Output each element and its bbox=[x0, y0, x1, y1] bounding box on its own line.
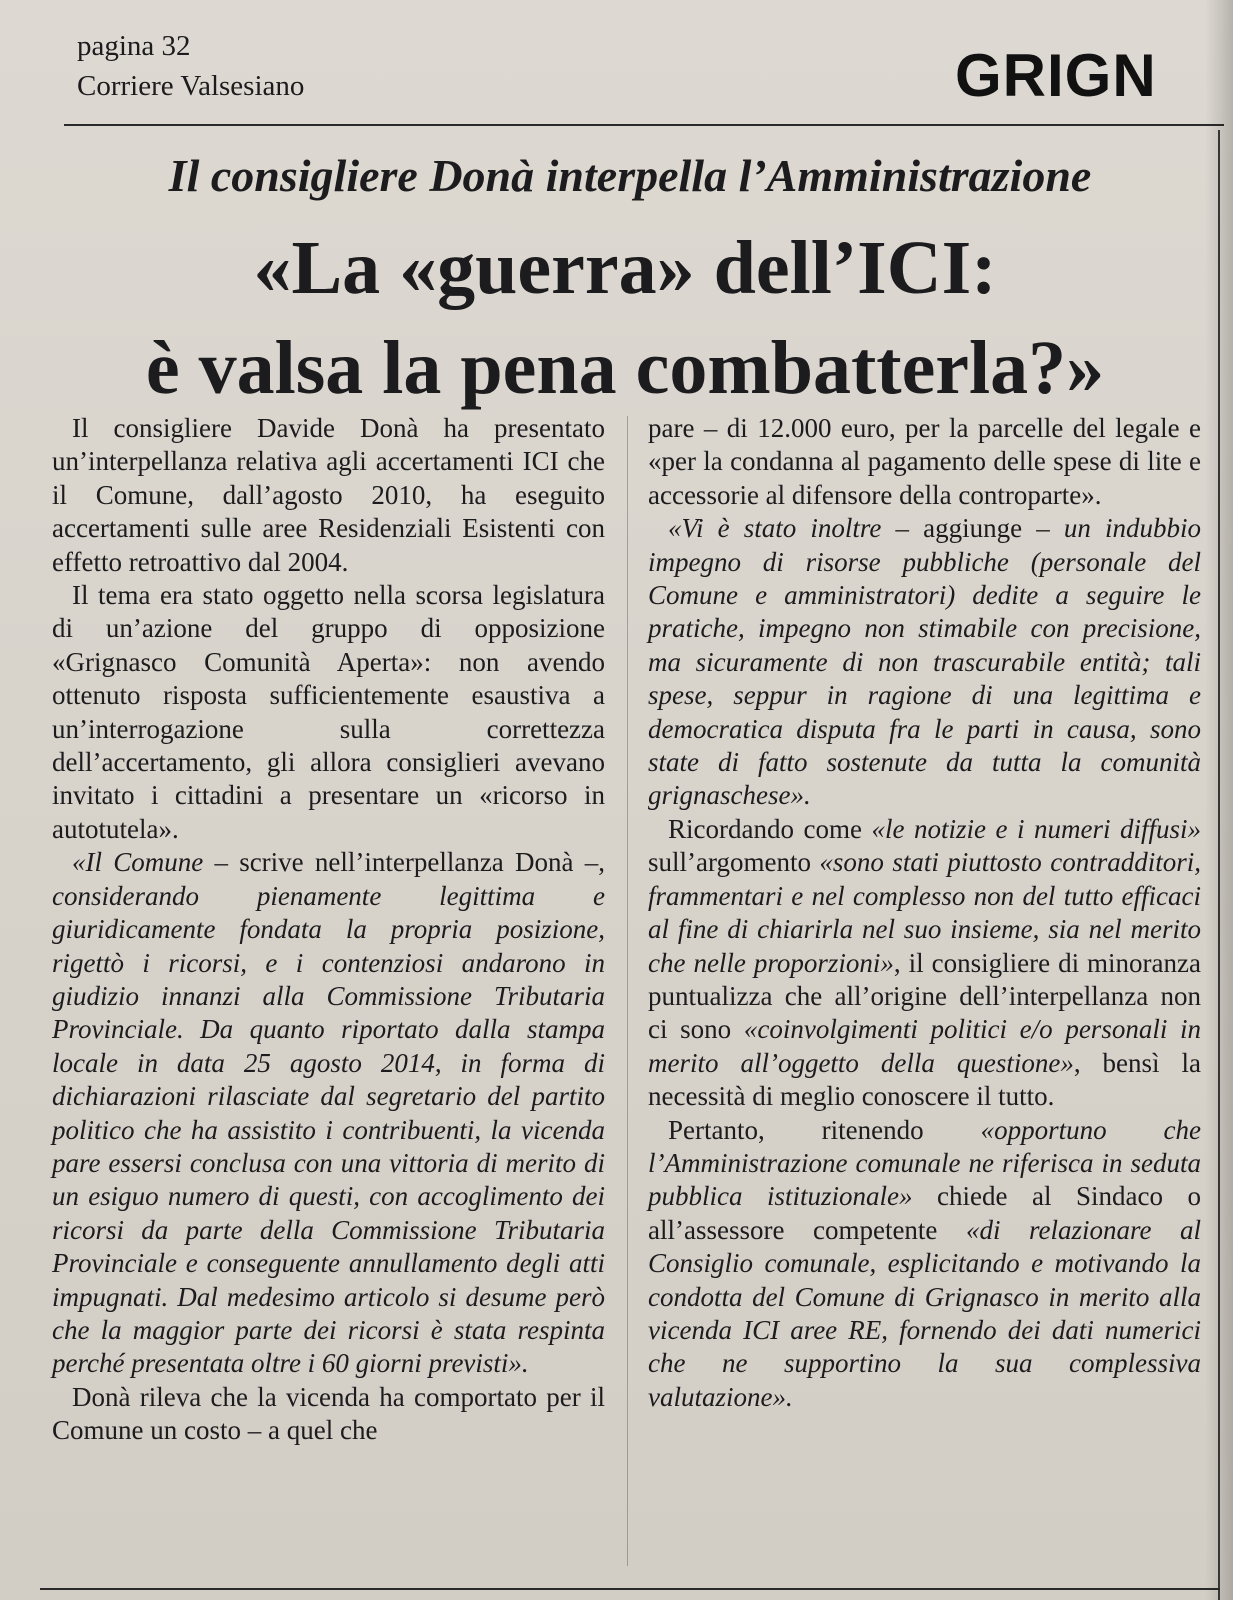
quote-text: «Vi è stato inoltre bbox=[668, 513, 882, 544]
column-divider bbox=[627, 416, 628, 1566]
quote-text: «le notizie e i numeri diffusi» bbox=[871, 813, 1201, 844]
quote-text: «Il Comune bbox=[72, 847, 204, 878]
paragraph: pare – di 12.000 euro, per la parcelle del legale e «per la condanna al pagamento delle spese di lite e accessorie al difensore della controparte». bbox=[648, 413, 1201, 510]
paragraph: Il tema era stato oggetto nella scorsa legislatura di un’azione del gruppo di opposizione «Grignasco Comunità Aperta»: non avendo ottenuto risposta sufficientemente esaustiva a un’interrogazione sulla correttezza dell’accertamento, gli allora consiglieri avevano invitato i cittadini a presentare un «ricorso in autotutela». bbox=[52, 580, 605, 844]
left-column bbox=[52, 412, 605, 1448]
page-header bbox=[0, 0, 1233, 128]
headline-line-1: «La «guerra» dell’ICI: bbox=[253, 226, 997, 310]
page-number: pagina 32 bbox=[77, 30, 191, 62]
body-text: , il consigliere di minoranza puntualizza che all’origine dell’interpellanza non ci sono bbox=[648, 947, 1201, 1045]
section-name: GRIGN bbox=[955, 42, 1157, 109]
body-text: chiede al Sindaco o all’assessore competente bbox=[648, 1181, 1201, 1245]
article-headline bbox=[40, 218, 1210, 418]
quote-text: un indubbio impegno di risorse pubbliche (personale del Comune e amministratori) dedite a seguire le pratiche, impegno non stimabile con precisione, ma sicuramente di non trascurabile entità; tali spese, seppur in ragione di una legittima e democratica disputa fra le parti in causa, sono state di fatto sostenute da tutta la comunità grignaschese». bbox=[648, 513, 1201, 811]
paragraph: Il consigliere Davide Donà ha presentato un’interpellanza relativa agli accertamenti ICI che il Comune, dall’agosto 2010, ha eseguito accertamenti sulle aree Residenziali Esistenti con effetto retroattivo dal 2004. bbox=[52, 413, 605, 577]
attribution-text: – aggiunge – bbox=[881, 513, 1064, 544]
body-text: Pertanto, ritenendo bbox=[668, 1114, 981, 1145]
paragraph-quote bbox=[648, 512, 1201, 813]
attribution-text: – scrive nell’interpellanza Donà –, bbox=[203, 847, 605, 878]
quote-text: «coinvolgimenti politici e/o personali in merito all’oggetto della questione» bbox=[648, 1014, 1202, 1078]
quote-text: «di relazionare al Consiglio comunale, esplicitando e motivando la condotta del Comune di Grignasco in merito alla vicenda ICI aree RE, fornendo dei dati numerici che ne supportino la sua complessiva valutazione». bbox=[648, 1214, 1201, 1412]
quote-text: considerando pienamente legittima e giuridicamente fondata la propria posizione, rigettò i ricorsi, e i contenziosi andarono in giudizio innanzi alla Commissione Tributaria Provinciale. Da quanto riportato dalla stampa locale in data 25 agosto 2014, in forma di dichiarazioni rilasciate dal segretario del partito politico che ha assistito i contribuenti, la vicenda pare essersi conclusa con una vittoria di merito di un esiguo numero di questi, con accoglimento dei ricorsi da parte della Commissione Tributaria Provinciale e conseguente annullamento degli atti impugnati. Dal medesimo articolo si desume però che la maggior parte dei ricorsi è stata respinta perché presentata oltre i 60 giorni previsti». bbox=[52, 880, 605, 1379]
headline-line-2: è valsa la pena combatterla?» bbox=[145, 326, 1105, 410]
paragraph bbox=[648, 813, 1201, 1114]
header-rule bbox=[64, 124, 1224, 126]
paragraph-quote bbox=[52, 846, 605, 1381]
page-edge-shadow bbox=[1205, 0, 1233, 1600]
body-text: , bensì la necessità di meglio conoscere il tutto. bbox=[648, 1047, 1201, 1112]
article-kicker: Il consigliere Donà interpella l’Amministrazione bbox=[168, 150, 1092, 201]
paragraph bbox=[648, 1114, 1201, 1415]
bottom-rule bbox=[40, 1588, 1220, 1590]
newspaper-name: Corriere Valsesiano bbox=[77, 70, 305, 102]
quote-text: «sono stati piuttosto contradditori, frammentari e nel complesso non del tutto efficaci al fine di chiarirla nel suo insieme, sia nel merito che nelle proporzioni» bbox=[648, 847, 1201, 978]
paragraph: Donà rileva che la vicenda ha comportato per il Comune un costo – a quel che bbox=[52, 1381, 605, 1446]
body-text: sull’argomento bbox=[648, 847, 820, 878]
quote-text: «opportuno che l’Amministrazione comunale ne riferisca in seduta pubblica istituzionale» bbox=[648, 1114, 1201, 1212]
right-column bbox=[648, 412, 1201, 1414]
body-text: Ricordando come bbox=[668, 813, 872, 844]
